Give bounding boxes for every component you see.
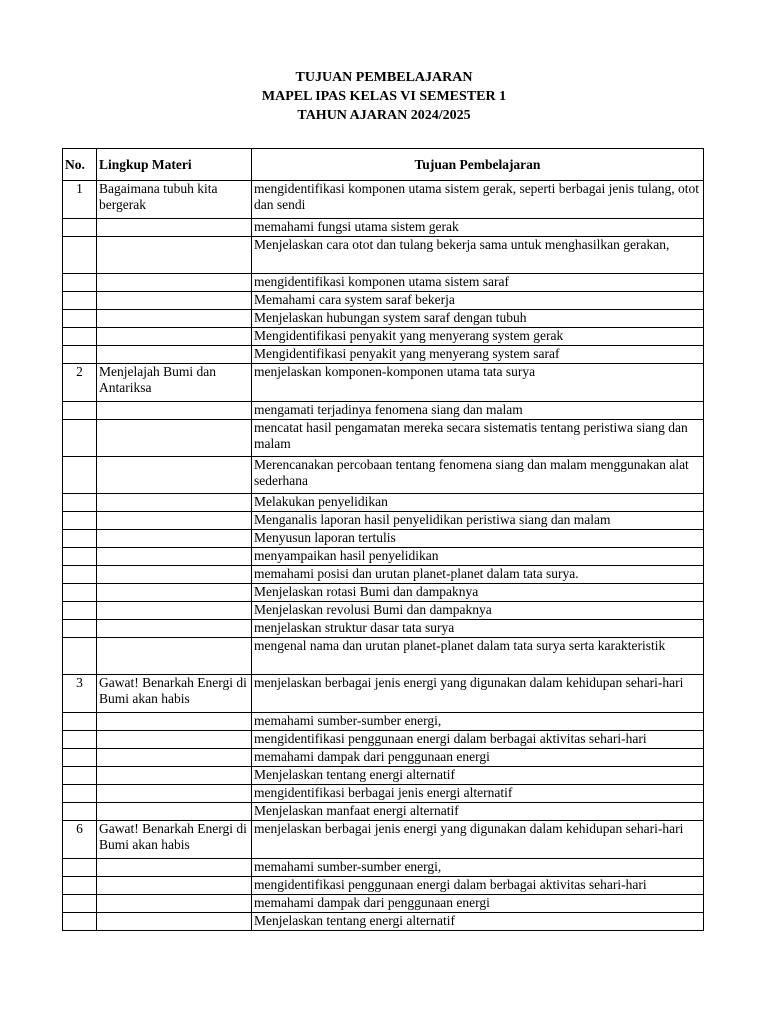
cell-tujuan-pembelajaran: memahami dampak dari penggunaan energi	[252, 749, 704, 767]
cell-no: 6	[63, 821, 97, 859]
table-row	[63, 675, 704, 713]
cell-no	[63, 620, 97, 638]
cell-no	[63, 530, 97, 548]
cell-lingkup-materi: Gawat! Benarkah Energi di Bumi akan habis	[97, 821, 252, 859]
table-row	[63, 713, 704, 731]
cell-tujuan-pembelajaran: menjelaskan struktur dasar tata surya	[252, 620, 704, 638]
table-header-row	[63, 149, 704, 181]
table-row	[63, 859, 704, 877]
cell-tujuan-pembelajaran: Menganalis laporan hasil penyelidikan peristiwa siang dan malam	[252, 512, 704, 530]
cell-tujuan-pembelajaran: Melakukan penyelidikan	[252, 494, 704, 512]
cell-lingkup-materi: Menjelajah Bumi dan Antariksa	[97, 364, 252, 402]
cell-no	[63, 402, 97, 420]
cell-lingkup-materi: Gawat! Benarkah Energi di Bumi akan habis	[97, 675, 252, 713]
cell-no	[63, 420, 97, 457]
cell-no	[63, 566, 97, 584]
cell-no: 3	[63, 675, 97, 713]
document-heading	[0, 68, 768, 125]
cell-no	[63, 638, 97, 675]
table-row	[63, 566, 704, 584]
column-header-no: No.	[63, 149, 97, 181]
cell-lingkup-materi	[97, 731, 252, 749]
cell-tujuan-pembelajaran: Menjelaskan rotasi Bumi dan dampaknya	[252, 584, 704, 602]
table-row	[63, 237, 704, 274]
cell-no	[63, 548, 97, 566]
table-row	[63, 181, 704, 219]
cell-tujuan-pembelajaran: Menjelaskan tentang energi alternatif	[252, 913, 704, 931]
cell-tujuan-pembelajaran: mengidentifikasi penggunaan energi dalam berbagai aktivitas sehari-hari	[252, 731, 704, 749]
document-title: TUJUAN PEMBELAJARAN	[295, 70, 473, 85]
cell-no	[63, 494, 97, 512]
cell-lingkup-materi	[97, 749, 252, 767]
cell-lingkup-materi	[97, 219, 252, 237]
table-row	[63, 274, 704, 292]
table-row	[63, 803, 704, 821]
cell-lingkup-materi	[97, 713, 252, 731]
cell-no	[63, 859, 97, 877]
table-row	[63, 620, 704, 638]
cell-tujuan-pembelajaran: menyampaikan hasil penyelidikan	[252, 548, 704, 566]
cell-lingkup-materi	[97, 584, 252, 602]
cell-lingkup-materi	[97, 877, 252, 895]
cell-tujuan-pembelajaran: Mengidentifikasi penyakit yang menyerang system saraf	[252, 346, 704, 364]
cell-tujuan-pembelajaran: menjelaskan berbagai jenis energi yang digunakan dalam kehidupan sehari-hari	[252, 675, 704, 713]
cell-lingkup-materi	[97, 620, 252, 638]
cell-tujuan-pembelajaran: memahami sumber-sumber energi,	[252, 713, 704, 731]
cell-lingkup-materi	[97, 420, 252, 457]
cell-no	[63, 785, 97, 803]
cell-lingkup-materi	[97, 895, 252, 913]
cell-no	[63, 219, 97, 237]
cell-lingkup-materi: Bagaimana tubuh kita bergerak	[97, 181, 252, 219]
column-header-materi: Lingkup Materi	[97, 149, 252, 181]
cell-tujuan-pembelajaran: mengidentifikasi berbagai jenis energi alternatif	[252, 785, 704, 803]
table-row	[63, 913, 704, 931]
cell-tujuan-pembelajaran: mengidentifikasi penggunaan energi dalam berbagai aktivitas sehari-hari	[252, 877, 704, 895]
cell-tujuan-pembelajaran: mengenal nama dan urutan planet-planet dalam tata surya serta karakteristik	[252, 638, 704, 675]
document-year: TAHUN AJARAN 2024/2025	[297, 108, 471, 123]
cell-tujuan-pembelajaran: memahami fungsi utama sistem gerak	[252, 219, 704, 237]
cell-no	[63, 512, 97, 530]
cell-tujuan-pembelajaran: mengidentifikasi komponen utama sistem saraf	[252, 274, 704, 292]
cell-no	[63, 895, 97, 913]
table-row	[63, 292, 704, 310]
table-row	[63, 346, 704, 364]
cell-tujuan-pembelajaran: Mengidentifikasi penyakit yang menyerang system gerak	[252, 328, 704, 346]
cell-lingkup-materi	[97, 237, 252, 274]
cell-tujuan-pembelajaran: memahami posisi dan urutan planet-planet dalam tata surya.	[252, 566, 704, 584]
cell-no	[63, 803, 97, 821]
cell-lingkup-materi	[97, 402, 252, 420]
table-body	[63, 181, 704, 931]
cell-no	[63, 292, 97, 310]
cell-lingkup-materi	[97, 512, 252, 530]
table-row	[63, 457, 704, 494]
cell-lingkup-materi	[97, 548, 252, 566]
table-row	[63, 530, 704, 548]
cell-tujuan-pembelajaran: Merencanakan percobaan tentang fenomena siang dan malam menggunakan alat sederhana	[252, 457, 704, 494]
table-row	[63, 821, 704, 859]
table-row	[63, 548, 704, 566]
cell-lingkup-materi	[97, 803, 252, 821]
cell-tujuan-pembelajaran: Memahami cara system saraf bekerja	[252, 292, 704, 310]
cell-lingkup-materi	[97, 638, 252, 675]
document-subtitle: MAPEL IPAS KELAS VI SEMESTER 1	[261, 89, 507, 104]
cell-no	[63, 237, 97, 274]
cell-no: 2	[63, 364, 97, 402]
cell-lingkup-materi	[97, 328, 252, 346]
cell-no	[63, 584, 97, 602]
cell-tujuan-pembelajaran: Menjelaskan revolusi Bumi dan dampaknya	[252, 602, 704, 620]
cell-lingkup-materi	[97, 292, 252, 310]
cell-lingkup-materi	[97, 566, 252, 584]
table-row	[63, 494, 704, 512]
cell-no	[63, 457, 97, 494]
learning-objectives-table	[62, 148, 704, 931]
cell-no	[63, 877, 97, 895]
table-row	[63, 310, 704, 328]
cell-lingkup-materi	[97, 785, 252, 803]
cell-no	[63, 274, 97, 292]
table-row	[63, 420, 704, 457]
table-row	[63, 749, 704, 767]
table-row	[63, 512, 704, 530]
cell-lingkup-materi	[97, 346, 252, 364]
cell-tujuan-pembelajaran: mengidentifikasi komponen utama sistem gerak, seperti berbagai jenis tulang, otot dan sendi	[252, 181, 704, 219]
table-row	[63, 785, 704, 803]
cell-no	[63, 913, 97, 931]
table-row	[63, 638, 704, 675]
cell-tujuan-pembelajaran: Menjelaskan hubungan system saraf dengan tubuh	[252, 310, 704, 328]
cell-no	[63, 310, 97, 328]
cell-tujuan-pembelajaran: Menjelaskan manfaat energi alternatif	[252, 803, 704, 821]
table-row	[63, 219, 704, 237]
cell-no	[63, 602, 97, 620]
cell-tujuan-pembelajaran: Menyusun laporan tertulis	[252, 530, 704, 548]
cell-lingkup-materi	[97, 530, 252, 548]
cell-lingkup-materi	[97, 913, 252, 931]
cell-lingkup-materi	[97, 310, 252, 328]
table-row	[63, 584, 704, 602]
cell-no	[63, 767, 97, 785]
cell-tujuan-pembelajaran: Menjelaskan cara otot dan tulang bekerja sama untuk menghasilkan gerakan,	[252, 237, 704, 274]
table-row	[63, 402, 704, 420]
cell-tujuan-pembelajaran: Menjelaskan tentang energi alternatif	[252, 767, 704, 785]
cell-tujuan-pembelajaran: memahami dampak dari penggunaan energi	[252, 895, 704, 913]
table-row	[63, 602, 704, 620]
table-row	[63, 328, 704, 346]
cell-no	[63, 713, 97, 731]
cell-lingkup-materi	[97, 859, 252, 877]
table-row	[63, 767, 704, 785]
table-row	[63, 877, 704, 895]
cell-tujuan-pembelajaran: menjelaskan komponen-komponen utama tata surya	[252, 364, 704, 402]
cell-no	[63, 731, 97, 749]
cell-tujuan-pembelajaran: menjelaskan berbagai jenis energi yang digunakan dalam kehidupan sehari-hari	[252, 821, 704, 859]
cell-lingkup-materi	[97, 494, 252, 512]
cell-lingkup-materi	[97, 767, 252, 785]
table-row	[63, 364, 704, 402]
table-row	[63, 731, 704, 749]
cell-no	[63, 346, 97, 364]
table-row	[63, 895, 704, 913]
cell-lingkup-materi	[97, 602, 252, 620]
cell-tujuan-pembelajaran: memahami sumber-sumber energi,	[252, 859, 704, 877]
cell-lingkup-materi	[97, 274, 252, 292]
cell-no: 1	[63, 181, 97, 219]
cell-no	[63, 328, 97, 346]
cell-no	[63, 749, 97, 767]
column-header-tujuan: Tujuan Pembelajaran	[252, 149, 704, 181]
cell-lingkup-materi	[97, 457, 252, 494]
cell-tujuan-pembelajaran: mengamati terjadinya fenomena siang dan malam	[252, 402, 704, 420]
cell-tujuan-pembelajaran: mencatat hasil pengamatan mereka secara sistematis tentang peristiwa siang dan malam	[252, 420, 704, 457]
